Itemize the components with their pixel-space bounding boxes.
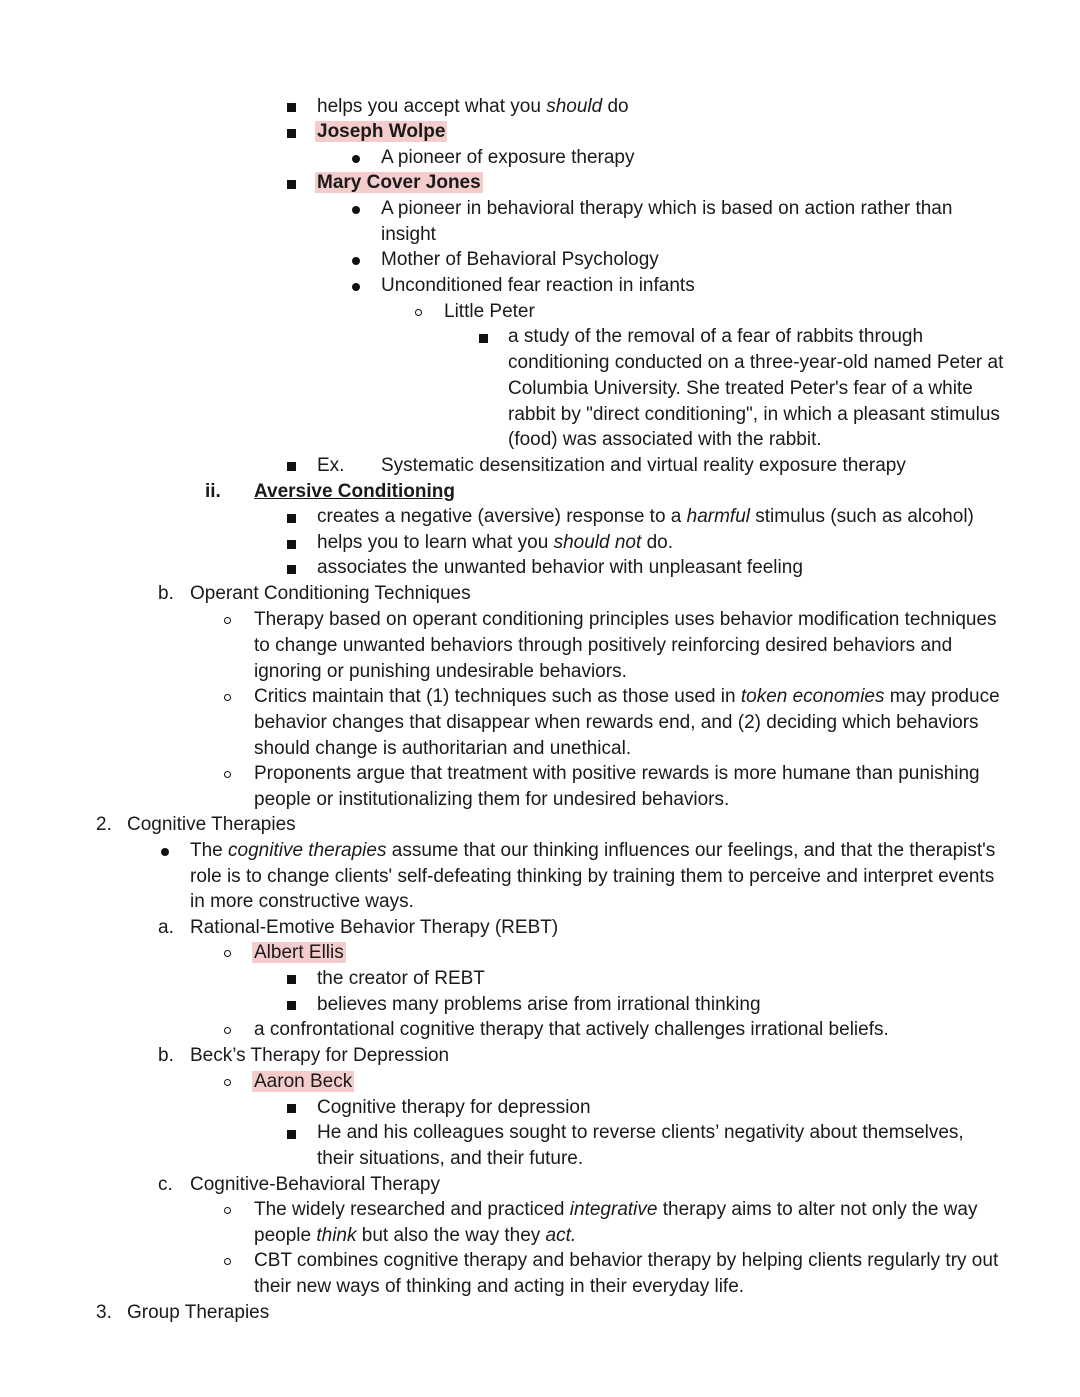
cognitive-intro-line: role is to change clients' self-defeating thinking by training them to perceive and interpret events [190,866,995,887]
list-marker: b. [158,583,174,604]
square-bullet-icon [287,462,296,471]
jones-note-2: Mother of Behavioral Psychology [381,249,659,270]
ex-label: Ex. [317,455,345,476]
aversive-point-3: associates the unwanted behavior with unpleasant feeling [317,557,803,578]
peter-desc-line: a study of the removal of a fear of rabbits through [508,326,924,347]
square-bullet-icon [287,1001,296,1010]
jones-note-1b: insight [381,224,436,245]
list-marker: 3. [96,1302,112,1323]
operant-p2-line: behavior changes that disappear when rewards end, and (2) deciding which behaviors [254,712,979,733]
hollow-bullet-icon [224,950,231,957]
hollow-bullet-icon [224,771,231,778]
bullet-icon [352,257,360,265]
jones-note-1a: A pioneer in behavioral therapy which is based on action rather than [381,198,953,219]
beck-point-2a: He and his colleagues sought to reverse clients’ negativity about themselves, [317,1122,964,1143]
square-bullet-icon [287,540,296,549]
aversive-conditioning-heading: Aversive Conditioning [254,481,455,502]
peter-desc-line: Columbia University. She treated Peter's fear of a white [508,378,973,399]
peter-desc-line: conditioning conducted on a three-year-old named Peter at [508,352,1004,373]
jones-note-3: Unconditioned fear reaction in infants [381,275,695,296]
list-marker: a. [158,917,174,938]
beck-point-1: Cognitive therapy for depression [317,1097,591,1118]
bullet-icon [352,206,360,214]
bullet-icon [352,155,360,163]
cognitive-intro-line: The cognitive therapies assume that our thinking influences our feelings, and that the therapist's [190,840,996,861]
operant-p3-line: people or institutionalizing them for undesired behaviors. [254,789,730,810]
aversive-point-2: helps you to learn what you should not do. [317,532,673,553]
aaron-beck: Aaron Beck [254,1071,353,1092]
ellis-point-2: believes many problems arise from irrational thinking [317,994,761,1015]
list-marker: c. [158,1174,173,1195]
square-bullet-icon [287,975,296,984]
operant-p2-line: should change is authoritarian and unethical. [254,738,632,759]
aversive-point-1: creates a negative (aversive) response to a harmful stimulus (such as alcohol) [317,506,974,527]
albert-ellis: Albert Ellis [254,942,344,963]
square-bullet-icon [287,514,296,523]
ellis-point-1: the creator of REBT [317,968,485,989]
square-bullet-icon [287,1104,296,1113]
operant-heading: Operant Conditioning Techniques [190,583,471,604]
peter-desc-line: rabbit by "direct conditioning", in which a pleasant stimulus [508,404,1000,425]
ex-text: Systematic desensitization and virtual reality exposure therapy [381,455,906,476]
square-bullet-icon [479,334,488,343]
rebt-heading: Rational-Emotive Behavior Therapy (REBT) [190,917,559,938]
square-bullet-icon [287,1130,296,1139]
rebt-desc: a confrontational cognitive therapy that actively challenges irrational beliefs. [254,1019,889,1040]
hollow-bullet-icon [224,1079,231,1086]
square-bullet-icon [287,129,296,138]
operant-p1-line: Therapy based on operant conditioning principles uses behavior modification techniques [254,609,997,630]
operant-p3-line: Proponents argue that treatment with positive rewards is more humane than punishing [254,763,980,784]
mary-cover-jones-heading: Mary Cover Jones [317,172,481,193]
list-marker: b. [158,1045,174,1066]
cognitive-intro-line: in more constructive ways. [190,891,414,912]
cbt-heading: Cognitive-Behavioral Therapy [190,1174,440,1195]
group-therapies-heading: Group Therapies [127,1302,270,1323]
cbt-p1-line: The widely researched and practiced integrative therapy aims to alter not only the way [254,1199,978,1220]
cbt-p1-line: people think but also the way they act. [254,1225,577,1246]
wolpe-note: A pioneer of exposure therapy [381,147,635,168]
hollow-bullet-icon [224,1027,231,1034]
square-bullet-icon [287,180,296,189]
cbt-p2-line: CBT combines cognitive therapy and behavior therapy by helping clients regularly try out [254,1250,999,1271]
joseph-wolpe-heading: Joseph Wolpe [317,121,446,142]
cognitive-heading: Cognitive Therapies [127,814,296,835]
hollow-bullet-icon [224,1258,231,1265]
square-bullet-icon [287,103,296,112]
accept-line: helps you accept what you should do [317,96,629,117]
beck-point-2b: their situations, and their future. [317,1148,584,1169]
square-bullet-icon [287,565,296,574]
list-marker: 2. [96,814,112,835]
little-peter: Little Peter [444,301,535,322]
hollow-bullet-icon [415,309,422,316]
bullet-icon [352,283,360,291]
hollow-bullet-icon [224,617,231,624]
operant-p1-line: to change unwanted behaviors through positively reinforcing desired behaviors and [254,635,953,656]
operant-p2-line: Critics maintain that (1) techniques such as those used in token economies may produce [254,686,1000,707]
operant-p1-line: ignoring or punishing undesirable behaviors. [254,661,627,682]
hollow-bullet-icon [224,694,231,701]
hollow-bullet-icon [224,1207,231,1214]
bullet-icon [161,848,169,856]
cbt-p2-line: their new ways of thinking and acting in their everyday life. [254,1276,745,1297]
list-marker: ii. [205,481,221,502]
peter-desc-line: (food) was associated with the rabbit. [508,429,822,450]
beck-heading: Beck’s Therapy for Depression [190,1045,450,1066]
